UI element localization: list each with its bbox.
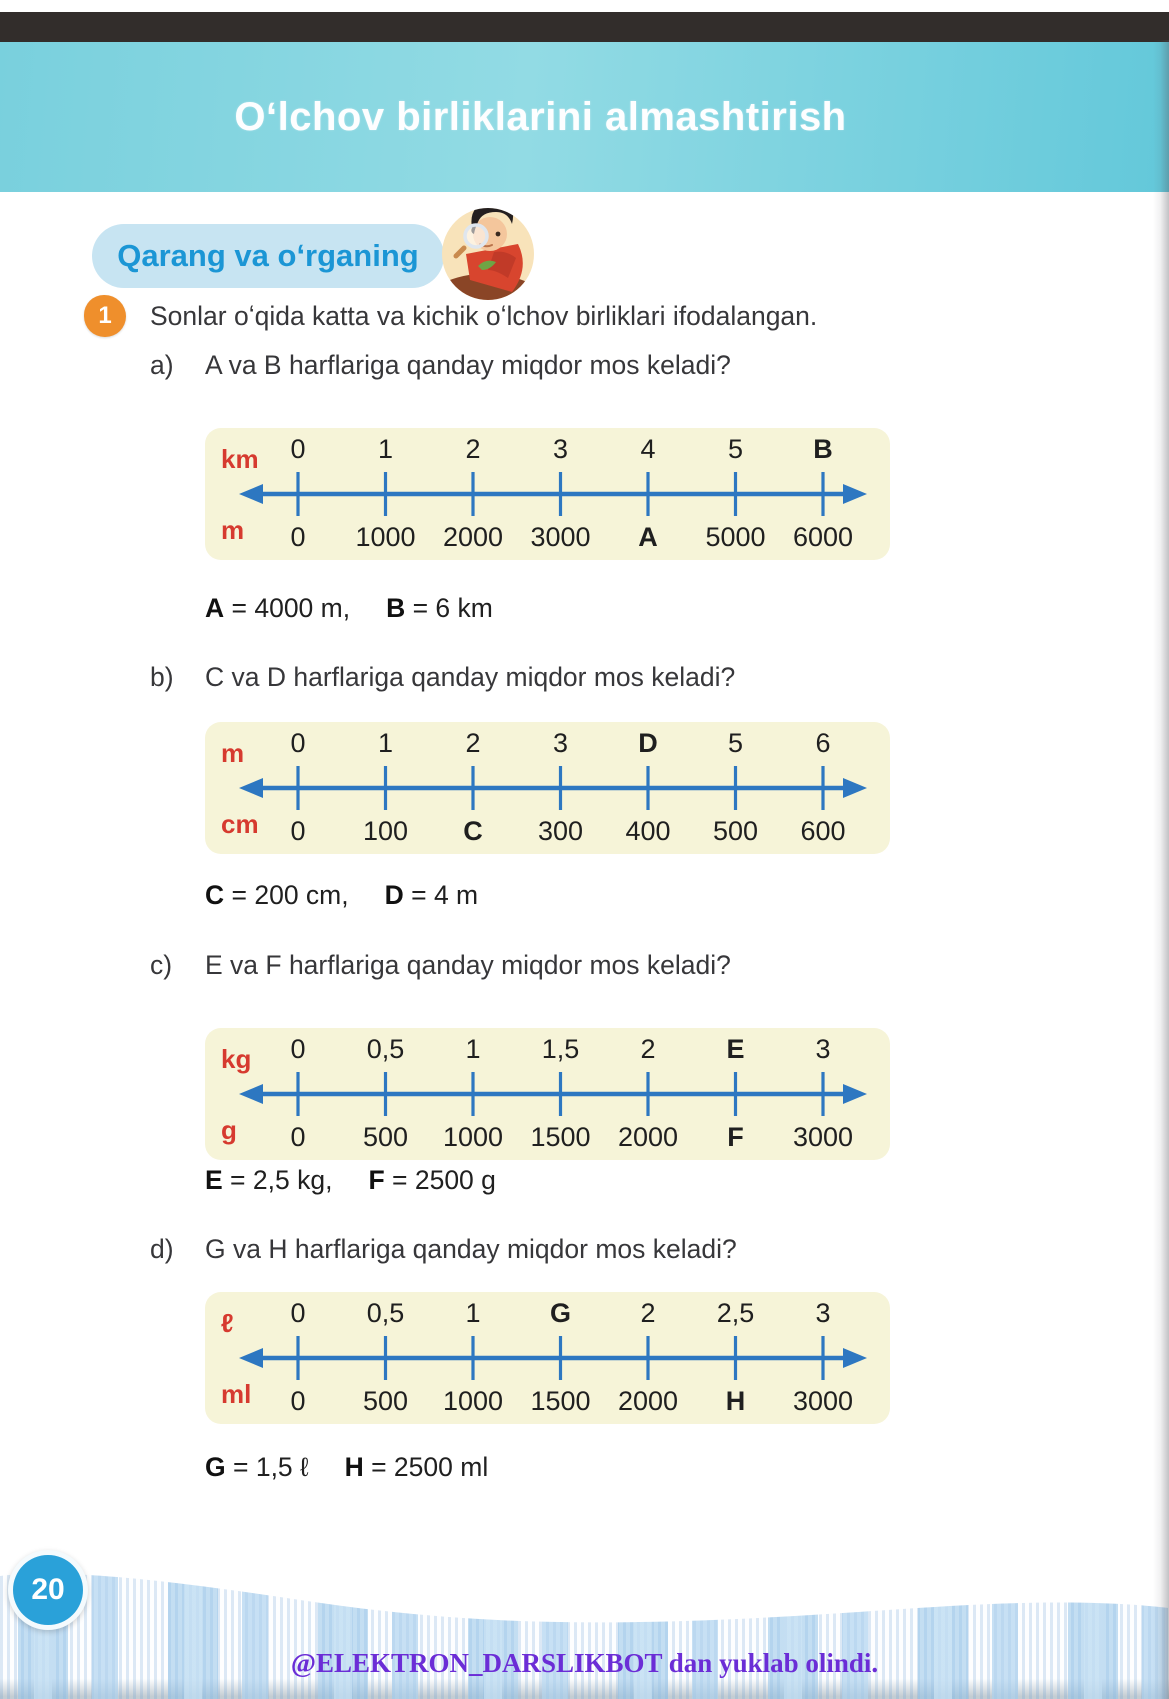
question-text: A va B harflariga qanday miqdor mos keladi? xyxy=(205,350,731,380)
question-text: E va F harflariga qanday miqdor mos keladi? xyxy=(205,950,731,980)
answer-letter: H xyxy=(344,1452,364,1482)
answer-value: = 4 m xyxy=(403,880,479,910)
unit-label-bottom: cm xyxy=(221,809,259,839)
axis-label-bottom: C xyxy=(463,816,483,846)
axis-label-top: 3 xyxy=(552,434,569,464)
axis-label-bottom: 3000 xyxy=(792,1122,854,1152)
axis-label-bottom: 300 xyxy=(537,816,584,846)
task-instruction: Sonlar oʻqida katta va kichik oʻlchov birliklari ifodalangan. xyxy=(150,301,818,331)
axis-label-bottom: 500 xyxy=(362,1122,409,1152)
axis-label-bottom: 500 xyxy=(712,816,759,846)
axis-label-top: 6 xyxy=(815,728,831,758)
axis-label-top: 0 xyxy=(290,1298,306,1328)
unit-label-top: ℓ xyxy=(221,1308,234,1338)
axis-label-top: E xyxy=(726,1034,745,1064)
unit-label-top: kg xyxy=(221,1044,252,1074)
axis-label-top: 2 xyxy=(640,1298,656,1328)
axis-label-bottom: 400 xyxy=(625,816,671,846)
answer-value: = 4000 m, xyxy=(224,593,351,623)
question-letter: d) xyxy=(150,1234,174,1264)
axis-label-bottom: 1000 xyxy=(442,1122,504,1152)
axis-label-top: B xyxy=(813,434,833,464)
answer-value: = 2500 ml xyxy=(363,1452,489,1482)
axis-label-top: 0,5 xyxy=(366,1034,405,1064)
exercise-section-b xyxy=(148,662,928,962)
pattern-wave-edge xyxy=(0,1562,1169,1632)
axis-label-top: G xyxy=(549,1298,572,1328)
unit-label-top: km xyxy=(221,444,259,474)
axis-label-bottom: 100 xyxy=(362,816,409,846)
axis-label-bottom: 0 xyxy=(290,816,306,846)
question-text: G va H harflariga qanday miqdor mos keladi? xyxy=(205,1234,737,1264)
axis-label-bottom: 0 xyxy=(290,1386,306,1416)
answer-value: = 2,5 kg, xyxy=(222,1165,333,1195)
axis-label-top: 2 xyxy=(640,1034,656,1064)
page-number-badge: 20 xyxy=(8,1550,88,1630)
answer-letter: B xyxy=(386,593,406,623)
axis-label-top: 2,5 xyxy=(716,1298,755,1328)
page-title: Oʻlchov birliklarini almashtirish xyxy=(234,94,847,139)
axis-label-bottom: 2000 xyxy=(617,1386,679,1416)
axis-label-bottom: H xyxy=(725,1386,746,1416)
axis-label-top: 3 xyxy=(815,1298,831,1328)
chapter-header-band xyxy=(0,42,1169,192)
unit-label-bottom: g xyxy=(221,1115,237,1145)
magnifier-icon xyxy=(465,225,487,247)
answer-value: = 1,5 ℓ xyxy=(225,1452,309,1482)
numberline-panel xyxy=(205,722,890,854)
axis-label-top: 0 xyxy=(290,1034,306,1064)
exercise-section-c xyxy=(148,950,928,1250)
numberline-panel xyxy=(205,1292,890,1424)
unit-label-bottom: m xyxy=(221,515,245,545)
axis-label-top: 1,5 xyxy=(541,1034,580,1064)
axis-label-top: 1 xyxy=(465,1034,481,1064)
question-letter: a) xyxy=(150,350,174,380)
look-and-learn-label: Qarang va oʻrganing xyxy=(117,238,419,273)
answer-line xyxy=(205,1452,488,1483)
axis-label-top: 4 xyxy=(640,434,656,464)
axis-label-top: 5 xyxy=(727,434,744,464)
answer-value: = 6 km xyxy=(405,593,493,623)
axis-label-bottom: 1500 xyxy=(530,1122,591,1152)
axis-label-top: 2 xyxy=(465,434,481,464)
question-letter: c) xyxy=(150,950,173,980)
axis-label-top: 0 xyxy=(290,728,306,758)
answer-line xyxy=(205,1165,496,1196)
axis-label-top: 5 xyxy=(727,728,744,758)
axis-label-top: 3 xyxy=(552,728,569,758)
axis-label-top: 1 xyxy=(465,1298,481,1328)
page-edge-shadow xyxy=(1153,40,1169,1699)
axis-label-bottom: 600 xyxy=(800,816,846,846)
axis-label-bottom: 0 xyxy=(290,522,306,552)
answer-letter: G xyxy=(205,1452,226,1482)
exercise-section-d xyxy=(148,1234,928,1534)
answer-letter: E xyxy=(205,1165,223,1195)
axis-label-top: 1 xyxy=(377,728,394,758)
scan-top-edge xyxy=(0,12,1169,42)
axis-label-top: 0,5 xyxy=(366,1298,405,1328)
answer-letter: C xyxy=(205,880,225,910)
answer-letter: A xyxy=(205,593,225,623)
unit-label-bottom: ml xyxy=(221,1379,252,1409)
answer-line xyxy=(205,593,493,624)
answer-line xyxy=(205,880,478,911)
question-text: C va D harflariga qanday miqdor mos keladi? xyxy=(205,662,736,692)
answer-value: = 200 cm, xyxy=(224,880,349,910)
axis-label-top: 2 xyxy=(465,728,481,758)
axis-label-bottom: 5000 xyxy=(705,522,766,552)
answer-value: = 2500 g xyxy=(384,1165,496,1195)
axis-label-bottom: 1500 xyxy=(530,1386,591,1416)
axis-label-bottom: 2000 xyxy=(617,1122,679,1152)
watermark-text: @ELEKTRON_DARSLIKBOT dan yuklab olindi. xyxy=(290,1648,879,1678)
boy-with-magnifier-illustration xyxy=(436,192,540,304)
axis-label-bottom: 6000 xyxy=(792,522,854,552)
task-number-badge: 1 xyxy=(84,295,126,337)
axis-label-bottom: 1000 xyxy=(355,522,416,552)
numberline-panel xyxy=(205,1028,890,1160)
axis-label-top: 0 xyxy=(290,434,306,464)
axis-label-top: D xyxy=(638,728,658,758)
axis-label-bottom: 1000 xyxy=(442,1386,504,1416)
axis-label-bottom: 2000 xyxy=(442,522,504,552)
axis-label-bottom: A xyxy=(638,522,658,552)
axis-label-bottom: 3000 xyxy=(792,1386,854,1416)
answer-letter: F xyxy=(368,1165,385,1195)
axis-label-bottom: 3000 xyxy=(530,522,591,552)
question-letter: b) xyxy=(150,662,174,692)
unit-label-top: m xyxy=(221,738,245,768)
axis-label-top: 1 xyxy=(377,434,394,464)
exercise-section-a xyxy=(148,350,928,650)
numberline-panel xyxy=(205,428,890,560)
axis-label-bottom: F xyxy=(727,1122,744,1152)
look-and-learn-pill xyxy=(92,224,444,288)
axis-label-bottom: 500 xyxy=(362,1386,409,1416)
axis-label-top: 3 xyxy=(815,1034,831,1064)
axis-label-bottom: 0 xyxy=(290,1122,306,1152)
answer-letter: D xyxy=(384,880,404,910)
